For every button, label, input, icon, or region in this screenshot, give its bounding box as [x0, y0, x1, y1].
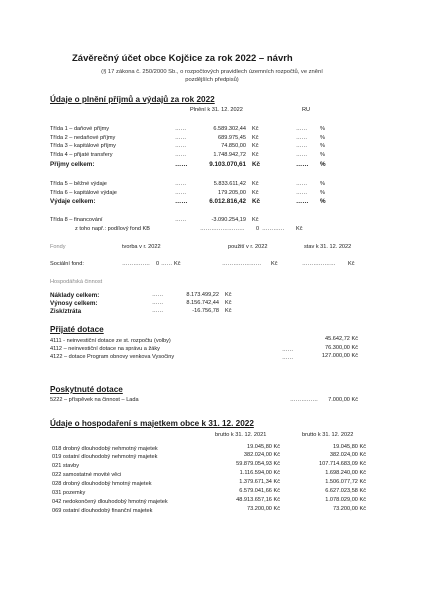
business-row-label: Výnosy celkem:: [50, 300, 98, 307]
assets-col-2022: brutto k 31. 12. 2022: [302, 432, 354, 438]
asset-row-value-2022: 19.045,80 Kč: [333, 444, 366, 450]
social-fund-label: Sociální fond:: [50, 261, 84, 267]
expenditure-row-value: 179.205,00: [218, 190, 246, 196]
asset-row-value-2021: 1.379.671,34 Kč: [239, 479, 280, 485]
expenditure-row-pct: %: [320, 181, 325, 187]
financing-unit: Kč: [252, 217, 259, 223]
asset-row-label: 018 drobný dlouhodobý nehmotný majetek: [52, 446, 158, 452]
received-row-value: 76.300,00 Kč: [325, 345, 358, 351]
social-fund-unit-3: Kč: [348, 261, 355, 267]
asset-row-label: 021 stavby: [52, 463, 80, 469]
subtitle-line-1: (§ 17 zákona č. 250/2000 Sb., o rozpočtových pravidlech územních rozpočtů, ve znění: [101, 69, 323, 75]
income-row-label: Třída 3 – kapitálové příjmy: [50, 143, 116, 149]
income-row-pct: %: [320, 135, 325, 141]
financing-note-dots-2: …………: [262, 226, 285, 232]
asset-row-value-2021: 6.579.041,66 Kč: [239, 488, 280, 494]
provided-row-value: 7.000,00 Kč: [328, 397, 358, 403]
asset-row-label: 069 ostatní dlouhodobý finanční majetek: [52, 508, 153, 514]
funds-col-creation: tvorba v r. 2022: [122, 244, 161, 250]
income-total-label: Příjmy celkem:: [50, 161, 95, 168]
expenditure-total-dots: ……: [175, 198, 188, 205]
expenditure-row-value: 5.833.611,42: [213, 181, 246, 187]
social-fund-unit-2: Kč: [271, 261, 278, 267]
income-row: [50, 127, 109, 133]
business-row-label: Náklady celkem:: [50, 292, 100, 299]
income-row-pct: %: [320, 143, 325, 149]
page-title: Závěrečný účet obce Kojčice za rok 2022 – návrh: [72, 53, 293, 64]
expenditure-total-pct: %: [320, 198, 326, 205]
asset-row-value-2022: 6.627.023,58 Kč: [325, 488, 366, 494]
received-row-dots: ……: [282, 355, 294, 361]
asset-row-value-2022: 107.714.683,09 Kč: [319, 461, 366, 467]
income-total-unit: Kč: [252, 161, 261, 168]
expenditure-row-unit: Kč: [252, 181, 259, 187]
provided-subsidies-heading: Poskytnuté dotace: [50, 385, 123, 394]
asset-row-value-2022: 1.506.077,72 Kč: [325, 479, 366, 485]
received-row-value: 127.000,00 Kč: [321, 353, 358, 359]
income-row-value: 74.850,00: [221, 143, 246, 149]
income-row-unit: Kč: [252, 126, 259, 132]
business-row-label: Zisk/ztráta: [50, 308, 82, 315]
financing-value: -3.090.254,19: [211, 217, 246, 223]
financing-dots: ……: [175, 217, 187, 223]
social-fund-dots-2: …………………: [222, 261, 262, 267]
asset-row-value-2021: 19.045,80 Kč: [247, 444, 280, 450]
received-row-label: 4112 – neinvestiční dotace na správu a žáky: [50, 346, 160, 352]
income-row-pct-dots: ……: [296, 152, 308, 158]
received-row-dots: ……: [282, 347, 294, 353]
income-total-pct: %: [320, 161, 326, 168]
financing-note-unit: Kč: [296, 226, 303, 232]
section-income-expenditure-heading: Údaje o plnění příjmů a výdajů za rok 2022: [50, 95, 215, 104]
assets-heading: Údaje o hospodaření s majetkem obce k 31. 12. 2022: [50, 419, 254, 428]
income-row-dots: ……: [175, 135, 187, 141]
income-row-value: 689.975,45: [218, 135, 246, 141]
business-row-dots: ……: [152, 300, 164, 306]
asset-row-label: 028 drobný dlouhodobý hmotný majetek: [52, 481, 152, 487]
asset-row-value-2021: 1.116.594,00 Kč: [239, 470, 280, 476]
asset-row-label: 031 pozemky: [52, 490, 86, 496]
income-row-dots: ……: [175, 152, 187, 158]
asset-row-label: 042 nedokončený dlouhodobý hmotný majetek: [52, 499, 168, 505]
asset-row-value-2021: 382.024,00 Kč: [243, 452, 280, 458]
received-row-label: 4111 - neinvestiční dotace ze st. rozpočtu (volby): [50, 338, 171, 344]
asset-row-value-2022: 382.024,00 Kč: [329, 452, 366, 458]
income-total-pct-dots: ……: [296, 161, 309, 168]
asset-row-value-2021: 73.200,00 Kč: [247, 506, 280, 512]
funds-col-state: stav k 31. 12. 2022: [304, 244, 352, 250]
page-subtitle: [40, 70, 384, 84]
expenditure-row-dots: ……: [175, 190, 187, 196]
assets-col-2021: brutto k 31. 12. 2021: [215, 432, 267, 438]
column-fulfillment: Plnění k 31. 12. 2022: [190, 107, 243, 113]
expenditure-total-value: 6.012.816,42: [209, 198, 246, 205]
income-row-dots: ……: [175, 126, 187, 132]
income-row-pct-dots: ……: [296, 143, 308, 149]
social-fund-dots-3: ………………: [302, 261, 336, 267]
income-row-unit: Kč: [252, 143, 259, 149]
social-fund-dots-1: ……………: [122, 261, 150, 267]
social-fund-dots-1b: ……: [161, 261, 173, 267]
financing-label: Třída 8 – financování: [50, 217, 103, 223]
business-row-dots: ……: [152, 292, 164, 298]
asset-row-value-2021: 48.913.657,16 Kč: [236, 497, 280, 503]
expenditure-total-pct-dots: ……: [296, 198, 309, 205]
received-row-label: 4122 – dotace Program obnovy venkova Vysočiny: [50, 354, 175, 360]
income-row-value: 6.589.302,44: [213, 126, 246, 132]
business-row-value: 8.173.499,22: [186, 292, 219, 298]
expenditure-row-unit: Kč: [252, 190, 259, 196]
expenditure-row-label: Třída 5 – běžné výdaje: [50, 181, 107, 187]
income-row-pct: %: [320, 152, 325, 158]
expenditure-total-label: Výdaje celkem:: [50, 198, 96, 205]
income-row-pct-dots: ……: [296, 135, 308, 141]
received-subsidies-heading: Přijaté dotace: [50, 325, 104, 334]
financing-note-label: z toho např.: podílový fond KB: [75, 226, 150, 232]
business-row-unit: Kč: [225, 308, 232, 314]
expenditure-row-pct-dots: ……: [296, 190, 308, 196]
business-row-unit: Kč: [225, 300, 232, 306]
income-row-dots: ……: [175, 143, 187, 149]
income-row-value: 1.748.942,72: [213, 152, 246, 158]
received-row-value: 45.642,72 Kč: [325, 336, 358, 342]
asset-row-label: 022 samostatné movité věci: [52, 472, 122, 478]
asset-row-value-2022: 73.200,00 Kč: [333, 506, 366, 512]
income-row-unit: Kč: [252, 135, 259, 141]
provided-row-label: 5222 – příspěvek na činnost – Lada: [50, 397, 139, 403]
asset-row-label: 019 ostatní dlouhodobý nehmotný majetek: [52, 454, 158, 460]
social-fund-unit-1: Kč: [174, 261, 181, 267]
income-row-pct: %: [320, 126, 325, 132]
expenditure-row-pct-dots: ……: [296, 181, 308, 187]
expenditure-row-label: Třída 6 – kapitálové výdaje: [50, 190, 117, 196]
business-row-unit: Kč: [225, 292, 232, 298]
income-row-label: Třída 4 – přijaté transfery: [50, 152, 113, 158]
income-total-value: 9.103.070,61: [209, 161, 246, 168]
income-row-label: Třída 2 – nedaňové příjmy: [50, 135, 116, 141]
financing-note-dots: ……………………: [200, 226, 245, 232]
business-row-dots: ……: [152, 308, 164, 314]
asset-row-value-2022: 1.698.240,00 Kč: [325, 470, 366, 476]
social-fund-value-1: 0: [156, 261, 160, 267]
subtitle-line-2: pozdějších předpisů): [185, 76, 239, 83]
expenditure-row-pct: %: [320, 190, 325, 196]
column-ru: RU: [302, 107, 311, 113]
business-row-value: -16.756,78: [192, 308, 219, 314]
funds-heading: Fondy: [50, 244, 66, 250]
provided-row-dots: ……………: [290, 397, 318, 403]
business-heading: Hospodářská činnost: [50, 279, 103, 285]
expenditure-total-unit: Kč: [252, 198, 261, 205]
business-row-value: 8.156.742,44: [186, 300, 219, 306]
income-row-unit: Kč: [252, 152, 259, 158]
income-row-pct-dots: ……: [296, 126, 308, 132]
asset-row-value-2021: 59.879.054,93 Kč: [236, 461, 280, 467]
income-row-label: Třída 1 – daňové příjmy: [50, 126, 110, 132]
asset-row-value-2022: 1.078.029,00 Kč: [325, 497, 366, 503]
expenditure-row-dots: ……: [175, 181, 187, 187]
funds-col-usage: použití v r. 2022: [228, 244, 268, 250]
income-total-dots: ……: [175, 161, 188, 168]
financing-note-value: 0: [256, 226, 260, 232]
